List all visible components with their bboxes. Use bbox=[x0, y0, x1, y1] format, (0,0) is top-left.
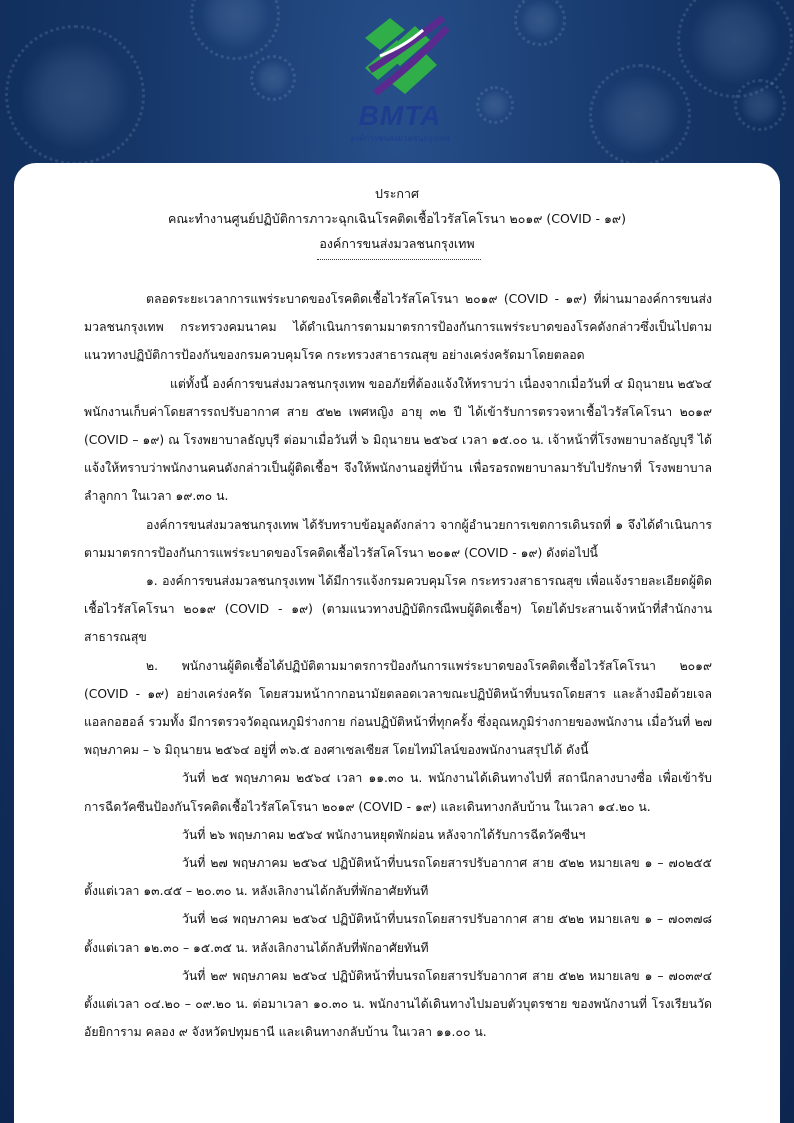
announcement-paper bbox=[14, 163, 780, 1123]
paragraph: แต่ทั้งนี้ องค์การขนส่งมวลชนกรุงเทพ ขออภัยที่ต้องแจ้งให้ทราบว่า เนื่องจากเมื่อวันที่ ๔ มิถุนายน ๒๕๖๔ พนักงานเก็บค่าโดยสารรถปรับอากาศ สาย ๕๒๒ เพศหญิง อายุ ๓๒ ปี ได้เข้ารับการตรวจหาเชื้อไวรัสโคโรนา ๒๐๑๙ (COVID – ๑๙) ณ โรงพยาบาลธัญบุรี ต่อมาเมื่อวันที่ ๖ มิถุนายน ๒๕๖๔ เวลา ๑๕.๐๐ น. เจ้าหน้าที่โรงพยาบาลธัญบุรี ได้แจ้งให้ทราบว่าพนักงานคนดังกล่าวเป็นผู้ติดเชื้อฯ จึงให้พนักงานอยู่ที่บ้าน เพื่อรอรถพยาบาลมารับไปรักษาที่ โรงพยาบาลลำลูกกา ในเวลา ๑๙.๓๐ น. bbox=[84, 376, 712, 504]
logo-subtitle: องค์การขนส่งมวลชนกรุงเทพ bbox=[350, 134, 450, 143]
logo-text: BMTA bbox=[358, 100, 442, 131]
virus-decoration bbox=[255, 60, 291, 96]
virus-decoration bbox=[520, 0, 560, 40]
virus-decoration bbox=[200, 0, 270, 50]
paragraph: ๑. องค์การขนส่งมวลชนกรุงเทพ ได้มีการแจ้งกรมควบคุมโรค กระทรวงสาธารณสุข เพื่อแจ้งรายละเอียดผู้ติดเชื้อไวรัสโคโรนา ๒๐๑๙ (COVID - ๑๙) (ตามแนวทางปฏิบัติกรณีพบผู้ติดเชื้อฯ) โดยได้ประสานเจ้าหน้าที่สำนักงานสาธารณสุข bbox=[84, 574, 712, 645]
announcement-body bbox=[84, 285, 712, 1046]
paragraph: ตลอดระยะเวลาการแพร่ระบาดของโรคติดเชื้อไวรัสโคโรนา ๒๐๑๙ (COVID - ๑๙) ที่ผ่านมาองค์การขนส่งมวลชนกรุงเทพ กระทรวงคมนาคม ได้ดำเนินการตามมาตรการป้องกันการแพร่ระบาดของโรคดังกล่าวซึ่งเป็นไปตามแนวทางปฏิบัติการป้องกันของกรมควบคุมโรค กระทรวงสาธารณสุข อย่างเคร่งครัดมาโดยตลอด bbox=[84, 292, 712, 363]
virus-decoration bbox=[20, 40, 130, 150]
timeline-item: วันที่ ๒๗ พฤษภาคม ๒๕๖๔ ปฏิบัติหน้าที่บนรถโดยสารปรับอากาศ สาย ๕๒๒ หมายเลข ๑ – ๗๐๒๕๕ ตั้งแต่เวลา ๑๓.๔๕ – ๒๐.๓๐ น. หลังเลิกงานได้กลับที่พักอาศัยทันที bbox=[84, 856, 712, 899]
paragraph: องค์การขนส่งมวลชนกรุงเทพ ได้รับทราบข้อมูลดังกล่าว จากผู้อำนวยการเขตการเดินรถที่ ๑ จึงได้ดำเนินการตามมาตรการป้องกันการแพร่ระบาดของโรคติดเชื้อไวรัสโคโรนา ๒๐๑๙ (COVID - ๑๙) ดังต่อไปนี้ bbox=[84, 517, 712, 560]
bmta-logo bbox=[335, 8, 465, 148]
virus-decoration bbox=[480, 90, 510, 120]
announcement-committee: คณะทำงานศูนย์ปฏิบัติการภาวะฉุกเฉินโรคติดเชื้อไวรัสโคโรนา ๒๐๑๙ (COVID - ๑๙) bbox=[168, 211, 626, 226]
announcement-organization: องค์การขนส่งมวลชนกรุงเทพ bbox=[319, 236, 475, 251]
announcement-header bbox=[14, 181, 780, 256]
timeline-item: วันที่ ๒๘ พฤษภาคม ๒๕๖๔ ปฏิบัติหน้าที่บนรถโดยสารปรับอากาศ สาย ๕๒๒ หมายเลข ๑ – ๗๐๓๗๘ ตั้งแต่เวลา ๑๒.๓๐ – ๑๕.๓๕ น. หลังเลิกงานได้กลับที่พักอาศัยทันที bbox=[84, 912, 712, 955]
bmta-emblem-icon bbox=[335, 8, 465, 103]
paragraph: ๒. พนักงานผู้ติดเชื้อได้ปฏิบัติตามมาตรการป้องกันการแพร่ระบาดของโรคติดเชื้อไวรัสโคโรนา ๒๐๑๙ (COVID - ๑๙) อย่างเคร่งครัด โดยสวมหน้ากากอนามัยตลอดเวลาขณะปฏิบัติหน้าที่บนรถโดยสาร และล้างมือด้วยเจลแอลกอฮอล์ รวมทั้ง มีการตรวจวัดอุณหภูมิร่างกาย ก่อนปฏิบัติหน้าที่ทุกครั้ง ซึ่งอุณหภูมิร่างกายของพนักงาน เมื่อวันที่ ๒๗ พฤษภาคม – ๖ มิถุนายน ๒๕๖๔ อยู่ที่ ๓๖.๕ องศาเซลเซียส โดยไทม์ไลน์ของพนักงานสรุปได้ ดังนี้ bbox=[84, 658, 712, 758]
header-divider bbox=[317, 259, 481, 260]
timeline-item: วันที่ ๒๙ พฤษภาคม ๒๕๖๔ ปฏิบัติหน้าที่บนรถโดยสารปรับอากาศ สาย ๕๒๒ หมายเลข ๑ – ๗๐๓๙๔ ตั้งแต่เวลา ๐๔.๒๐ – ๐๙.๒๐ น. ต่อมาเวลา ๑๐.๓๐ น. พนักงานได้เดินทางไปมอบตัวบุตรชาย ของพนักงานที่ โรงเรียนวัดอัยยิการาม คลอง ๙ จังหวัดปทุมธานี และเดินทางกลับบ้าน ในเวลา ๑๑.๐๐ น. bbox=[84, 968, 712, 1040]
timeline-item: วันที่ ๒๕ พฤษภาคม ๒๕๖๔ เวลา ๑๑.๓๐ น. พนักงานได้เดินทางไปที่ สถานีกลางบางซื่อ เพื่อเข้ารับการฉีดวัคซีนป้องกันโรคติดเชื้อไวรัสโคโรนา ๒๐๑๙ (COVID - ๑๙) และเดินทางกลับบ้าน ในเวลา ๑๔.๒๐ น. bbox=[84, 771, 712, 814]
virus-decoration bbox=[690, 0, 780, 85]
virus-decoration bbox=[740, 85, 780, 125]
virus-decoration bbox=[600, 75, 680, 155]
timeline-item: วันที่ ๒๖ พฤษภาคม ๒๕๖๔ พนักงานหยุดพักผ่อน หลังจากได้รับการฉีดวัคซีนฯ bbox=[182, 827, 586, 842]
announcement-title: ประกาศ bbox=[375, 186, 419, 201]
